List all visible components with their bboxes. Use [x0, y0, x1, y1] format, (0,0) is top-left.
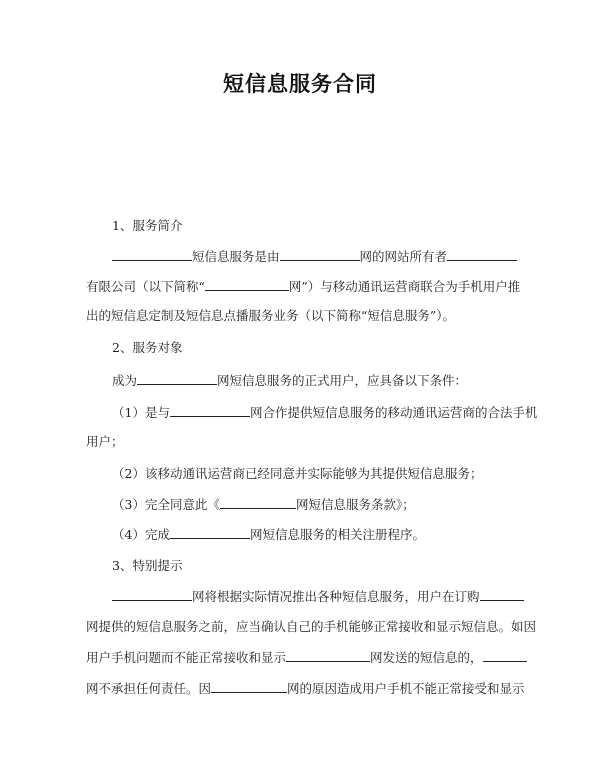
paragraph-line: 短信息服务是由 网的网站所有者 — [112, 247, 517, 266]
fill-in-blank — [286, 648, 370, 662]
fill-in-blank — [170, 525, 250, 539]
fill-in-blank — [112, 587, 192, 601]
fill-in-blank — [137, 371, 217, 385]
paragraph-line: 出的短信息定制及短信息点播服务业务（以下简称“短信息服务”）。 — [86, 308, 456, 323]
paragraph-line: 用户； — [86, 434, 124, 449]
paragraph-line: 网将根据实际情况推出各种短信息服务，用户在订购 — [112, 587, 524, 606]
condition-3: （3）完全同意此《 网短信息服务条款》； — [112, 497, 415, 512]
fill-in-blank — [280, 247, 360, 261]
fill-in-blank — [205, 277, 289, 291]
document-title: 短信息服务合同 — [223, 72, 377, 96]
paragraph-line: 用户手机问题而不能正常接收和显示 网发送的短信息的， — [86, 648, 527, 667]
fill-in-blank — [480, 587, 524, 601]
section-2-heading: 2、服务对象 — [112, 340, 183, 355]
fill-in-blank — [170, 403, 250, 417]
section-1-heading: 1、服务简介 — [112, 218, 183, 233]
paragraph-line: 有限公司（以下简称“ 网”）与移动通讯运营商联合为手机用户推 — [86, 279, 521, 294]
fill-in-blank — [483, 648, 527, 662]
section-3-heading: 3、特别提示 — [112, 558, 183, 573]
paragraph-line: 网提供的短信息服务之前，应当确认自己的手机能够正常接收和显示短信息。如因 — [86, 619, 537, 634]
condition-2: （2）该移动通讯运营商已经同意并实际能够为其提供短信息服务； — [112, 466, 483, 481]
condition-1: （1）是与 网合作提供短信息服务的移动通讯运营商的合法手机 — [112, 405, 538, 420]
paragraph-line: 成为 网短信息服务的正式用户，应具备以下条件： — [112, 373, 468, 388]
condition-4: （4）完成 网短信息服务的相关注册程序。 — [112, 527, 425, 542]
fill-in-blank — [211, 679, 287, 693]
fill-in-blank — [112, 247, 192, 261]
paragraph-line: 网不承担任何责任。因 网的原因造成用户手机不能正常接受和显示 — [86, 681, 525, 696]
fill-in-blank — [220, 495, 296, 509]
fill-in-blank — [447, 247, 517, 261]
